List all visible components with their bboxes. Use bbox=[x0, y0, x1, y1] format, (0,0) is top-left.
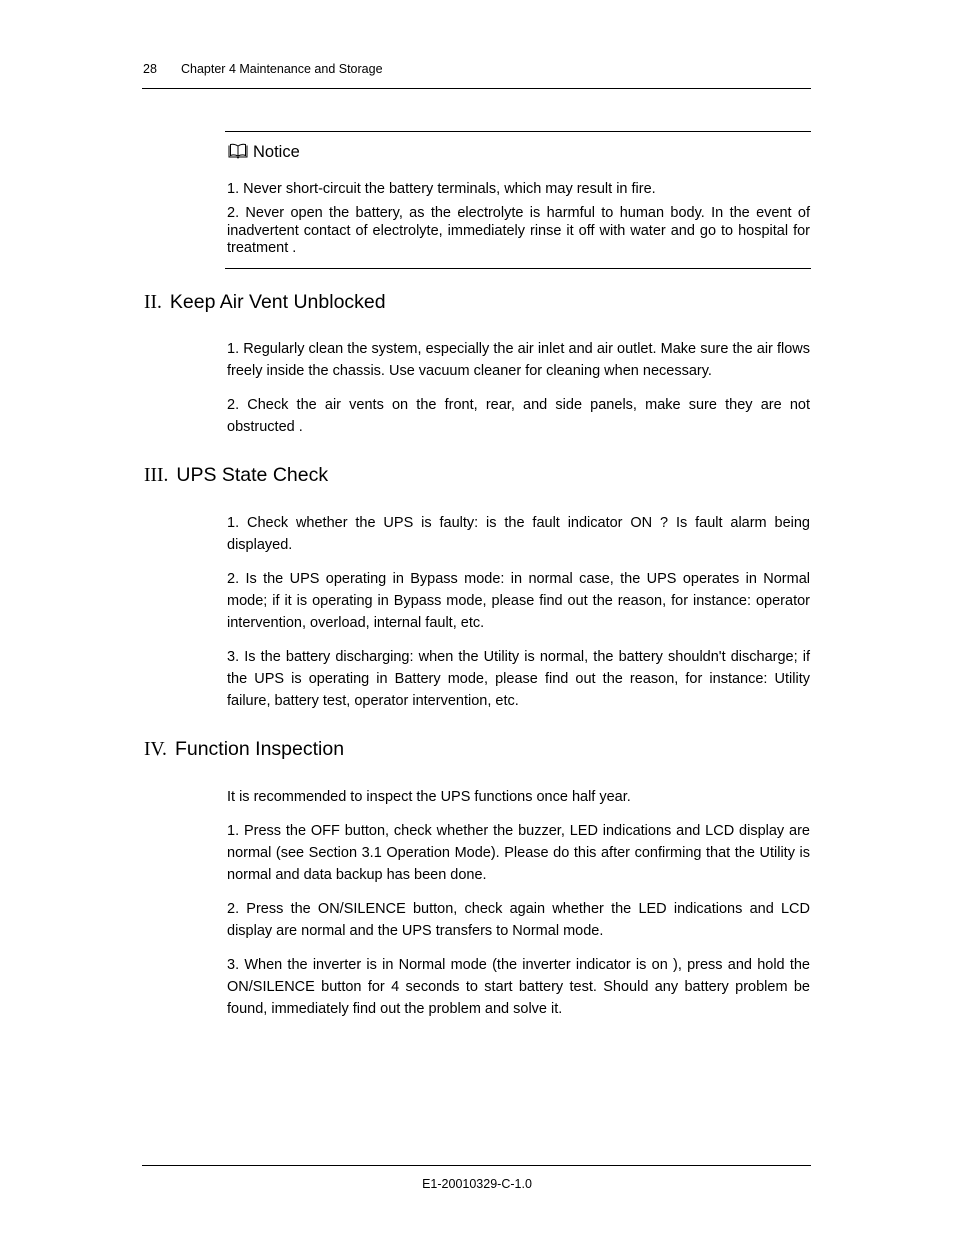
section-number: IV. bbox=[144, 739, 167, 760]
footer-rule bbox=[142, 1165, 811, 1166]
paragraph: 2. Is the UPS operating in Bypass mode: in normal case, the UPS operates in Normal mode; if it is operating in Bypass mode, please find out the reason, for instance: operator intervention, overload, internal fault, etc. bbox=[227, 571, 810, 631]
notice-bottom-rule bbox=[225, 268, 811, 269]
paragraph: 2. Press the ON/SILENCE button, check again whether the LED indications and LCD display are normal and the UPS transfers to Normal mode. bbox=[227, 901, 810, 939]
section-heading-2 bbox=[144, 290, 386, 315]
section-title: Function Inspection bbox=[174, 738, 345, 760]
notice-top-rule bbox=[225, 131, 811, 132]
paragraph: 1. Regularly clean the system, especially the air inlet and air outlet. Make sure the air flows freely inside the chassis. Use vacuum cleaner for cleaning when necessary. bbox=[227, 341, 810, 379]
section-title: Keep Air Vent Unblocked bbox=[169, 291, 386, 313]
section-number: II. bbox=[144, 292, 162, 313]
paragraph: 1. Press the OFF button, check whether the buzzer, LED indications and LCD display are normal (see Section 3.1 Operation Mode). Please do this after confirming that the Utility is normal and data backup has been done. bbox=[227, 823, 810, 883]
paragraph: 3. Is the battery discharging: when the Utility is normal, the battery shouldn't discharge; if the UPS is operating in Battery mode, please find out the reason, for instance: Utility failure, battery test, operator intervention, etc. bbox=[227, 649, 810, 709]
section-heading-3 bbox=[144, 463, 328, 488]
paragraph: It is recommended to inspect the UPS functions once half year. bbox=[227, 789, 631, 805]
page-header bbox=[143, 61, 811, 77]
notice-item-2: 2. Never open the battery, as the electrolyte is harmful to human body. In the event of inadvertent contact of electrolyte, immediately rinse it off with water and go to hospital for treatment . bbox=[227, 205, 810, 256]
paragraph: 1. Check whether the UPS is faulty: is the fault indicator ON ? Is fault alarm being displayed. bbox=[227, 515, 810, 553]
page-number: 28 bbox=[143, 62, 157, 76]
book-icon bbox=[228, 143, 248, 159]
paragraph: 3. When the inverter is in Normal mode (the inverter indicator is on ), press and hold the ON/SILENCE button for 4 seconds to start battery test. Should any battery problem be found, immediately find out the problem and solve it. bbox=[227, 957, 810, 1017]
header-rule bbox=[142, 88, 811, 89]
document-code: E1-20010329-C-1.0 bbox=[422, 1177, 532, 1191]
notice-item-1: 1. Never short-circuit the battery terminals, which may result in fire. bbox=[227, 181, 656, 197]
section-title: UPS State Check bbox=[176, 464, 329, 486]
paragraph: 2. Check the air vents on the front, rear, and side panels, make sure they are not obstructed . bbox=[227, 397, 810, 435]
chapter-title: Chapter 4 Maintenance and Storage bbox=[181, 62, 383, 76]
section-heading-4 bbox=[144, 737, 344, 762]
notice-title bbox=[228, 142, 300, 162]
notice-label: Notice bbox=[253, 143, 300, 161]
section-number: III. bbox=[144, 465, 169, 486]
